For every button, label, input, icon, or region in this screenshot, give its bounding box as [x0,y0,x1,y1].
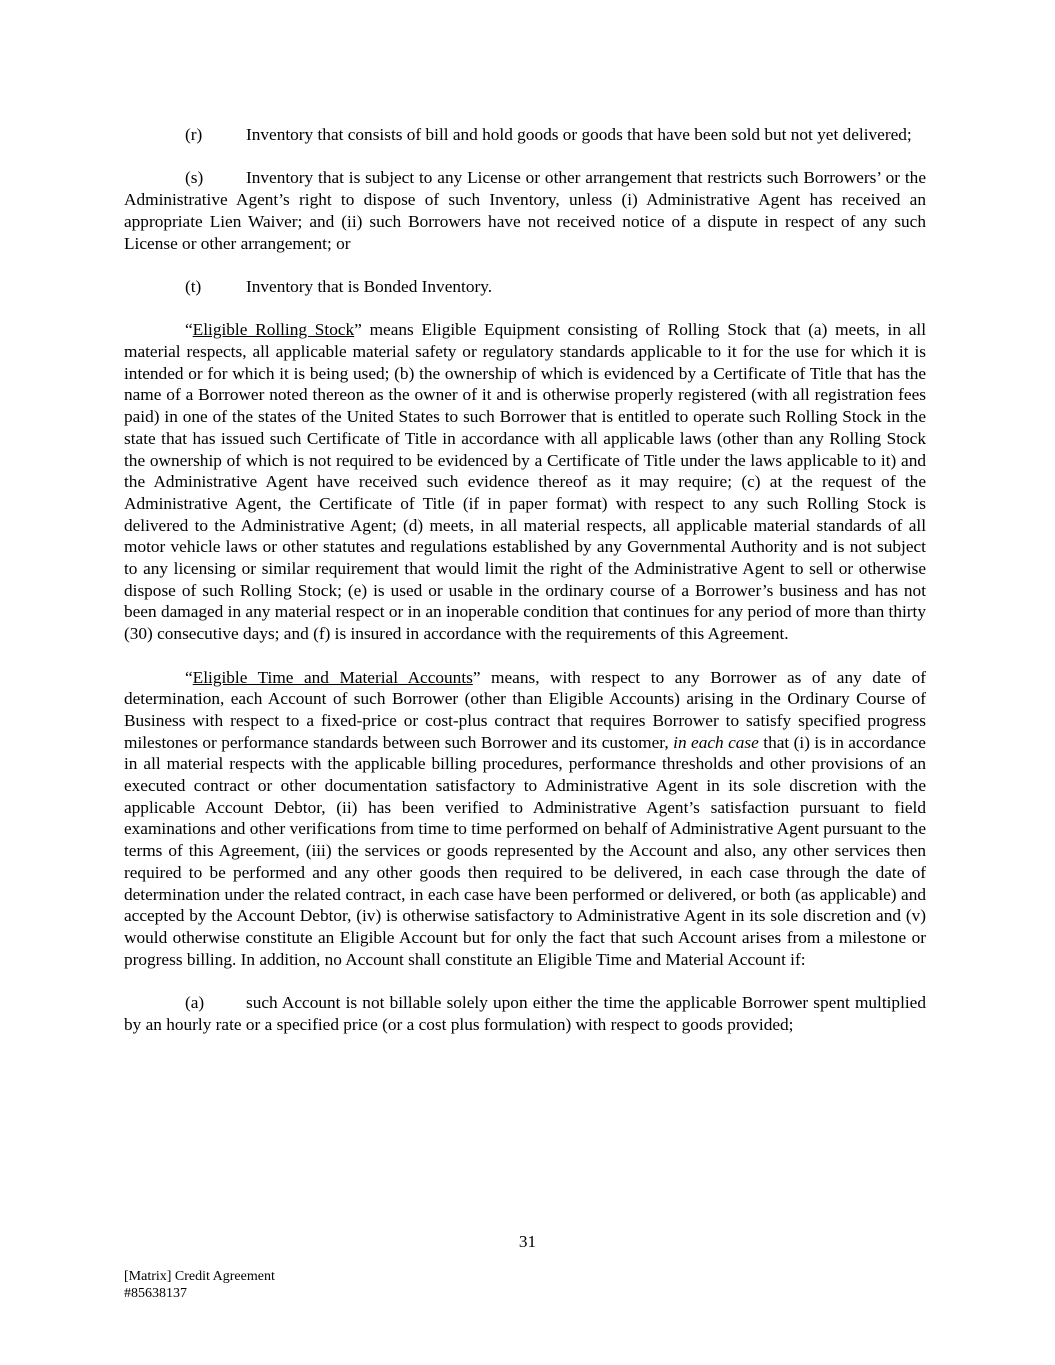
enumerator: (t) [185,276,202,296]
paragraph-text: such Account is not billable solely upon either the time the applicable Borrower spent multiplied by an hourly rate or a specified price (or a cost plus formulation) with respect to goods provided; [124,993,926,1034]
open-quote: “ [185,320,193,340]
definition-text: ” means, with respect to any Borrower as of any date of determination, each Account of such Borrower (other than Eligible Accounts) arising in the Ordinary Course of Business with respect to a fixed-price or cost-plus contract that requires Borrower to satisfy specified progress milestones or performance standards between such Borrower and its customer, [124,667,926,752]
definition-text: ” means Eligible Equipment consisting of Rolling Stock that (a) meets, in all material respects, all applicable material safety or regulatory standards applicable to it for the use for which it is intended or for which it is being used; (b) the ownership of which is evidenced by a Certificate of Title that has the name of a Borrower noted thereon as the owner of it and is otherwise properly registered (with all registration fees paid) in one of the states of the United States to such Borrower that is entitled to operate such Rolling Stock in the state that has issued such Certificate of Title in accordance with all applicable laws (other than any Rolling Stock the ownership of which is not required to be evidenced by a Certificate of Title under the laws applicable to it) and the Administrative Agent have received such evidence thereof as it may require; (c) at the request of the Administrative Agent, the Certificate of Title (if in paper format) with respect to any such Rolling Stock is delivered to the Administrative Agent; (d) meets, in all material respects, all applicable material standards of all motor vehicle laws or other statutes and regulations established by any Governmental Authority and is not subject to any licensing or similar requirement that would limit the right of the Administrative Agent to sell or otherwise dispose of such Rolling Stock; (e) is used or usable in the ordinary course of a Borrower’s business and has not been damaged in any material respect or in an inoperable condition that continues for any period of more than thirty (30) consecutive days; and (f) is insured in accordance with the requirements of this Agreement. [124,320,927,644]
enumerator: (a) [185,993,205,1013]
defined-term: Eligible Time and Material Accounts [192,667,473,687]
defined-term: Eligible Rolling Stock [192,320,355,340]
footer-title: [Matrix] Credit Agreement [124,1269,275,1284]
definition-text-continued: that (i) is in accordance in all material respects with the applicable billing procedures, performance thresholds and other provisions of an executed contract or other documentation satisfactory to Administrative Agent in its sole discretion with the applicable Account Debtor, (ii) has been verified to Administrative Agent’s satisfaction pursuant to field examinations and other verifications from time to time performed on behalf of Administrative Agent pursuant to the terms of this Agreement, (iii) the services or goods represented by the Account and also, any other services then required to be performed and any other goods then required to be delivered, in each case through the date of determination under the related contract, in each case have been performed or delivered, or both (as applicable) and accepted by the Account Debtor, (iv) is otherwise satisfactory to Administrative Agent in its sole discretion and (v) would otherwise constitute an Eligible Account but for only the fact that such Account arises from a milestone or progress billing. In addition, no Account shall constitute an Eligible Time and Material Account if: [124,732,926,969]
paragraph-text: Inventory that is subject to any License or other arrangement that restricts such Borrowers’ or the Administrative Agent’s right to dispose of such Inventory, unless (i) Administrative Agent has received an appropriate Lien Waiver; and (ii) such Borrowers have not received notice of a dispute in respect of any such License or other arrangement; or [124,168,926,253]
enumerator: (r) [185,125,203,144]
page-number: 31 [518,1232,537,1251]
paragraph-text: Inventory that consists of bill and hold goods or goods that have been sold but not yet delivered; [246,125,912,144]
paragraph-r [124,124,926,146]
paragraph-a [124,992,926,1035]
definition-eligible-rolling-stock [124,319,926,645]
footer-doc-id: #85638137 [124,1286,187,1301]
open-quote: “ [185,667,193,687]
enumerator: (s) [185,168,204,188]
paragraph-text: Inventory that is Bonded Inventory. [246,276,493,296]
italic-phrase: in each case [673,732,759,752]
definition-eligible-time-and-material-accounts [124,667,926,971]
footer [124,1268,275,1302]
paragraph-s [124,167,926,254]
document-body [124,124,926,1057]
paragraph-t [124,276,926,298]
